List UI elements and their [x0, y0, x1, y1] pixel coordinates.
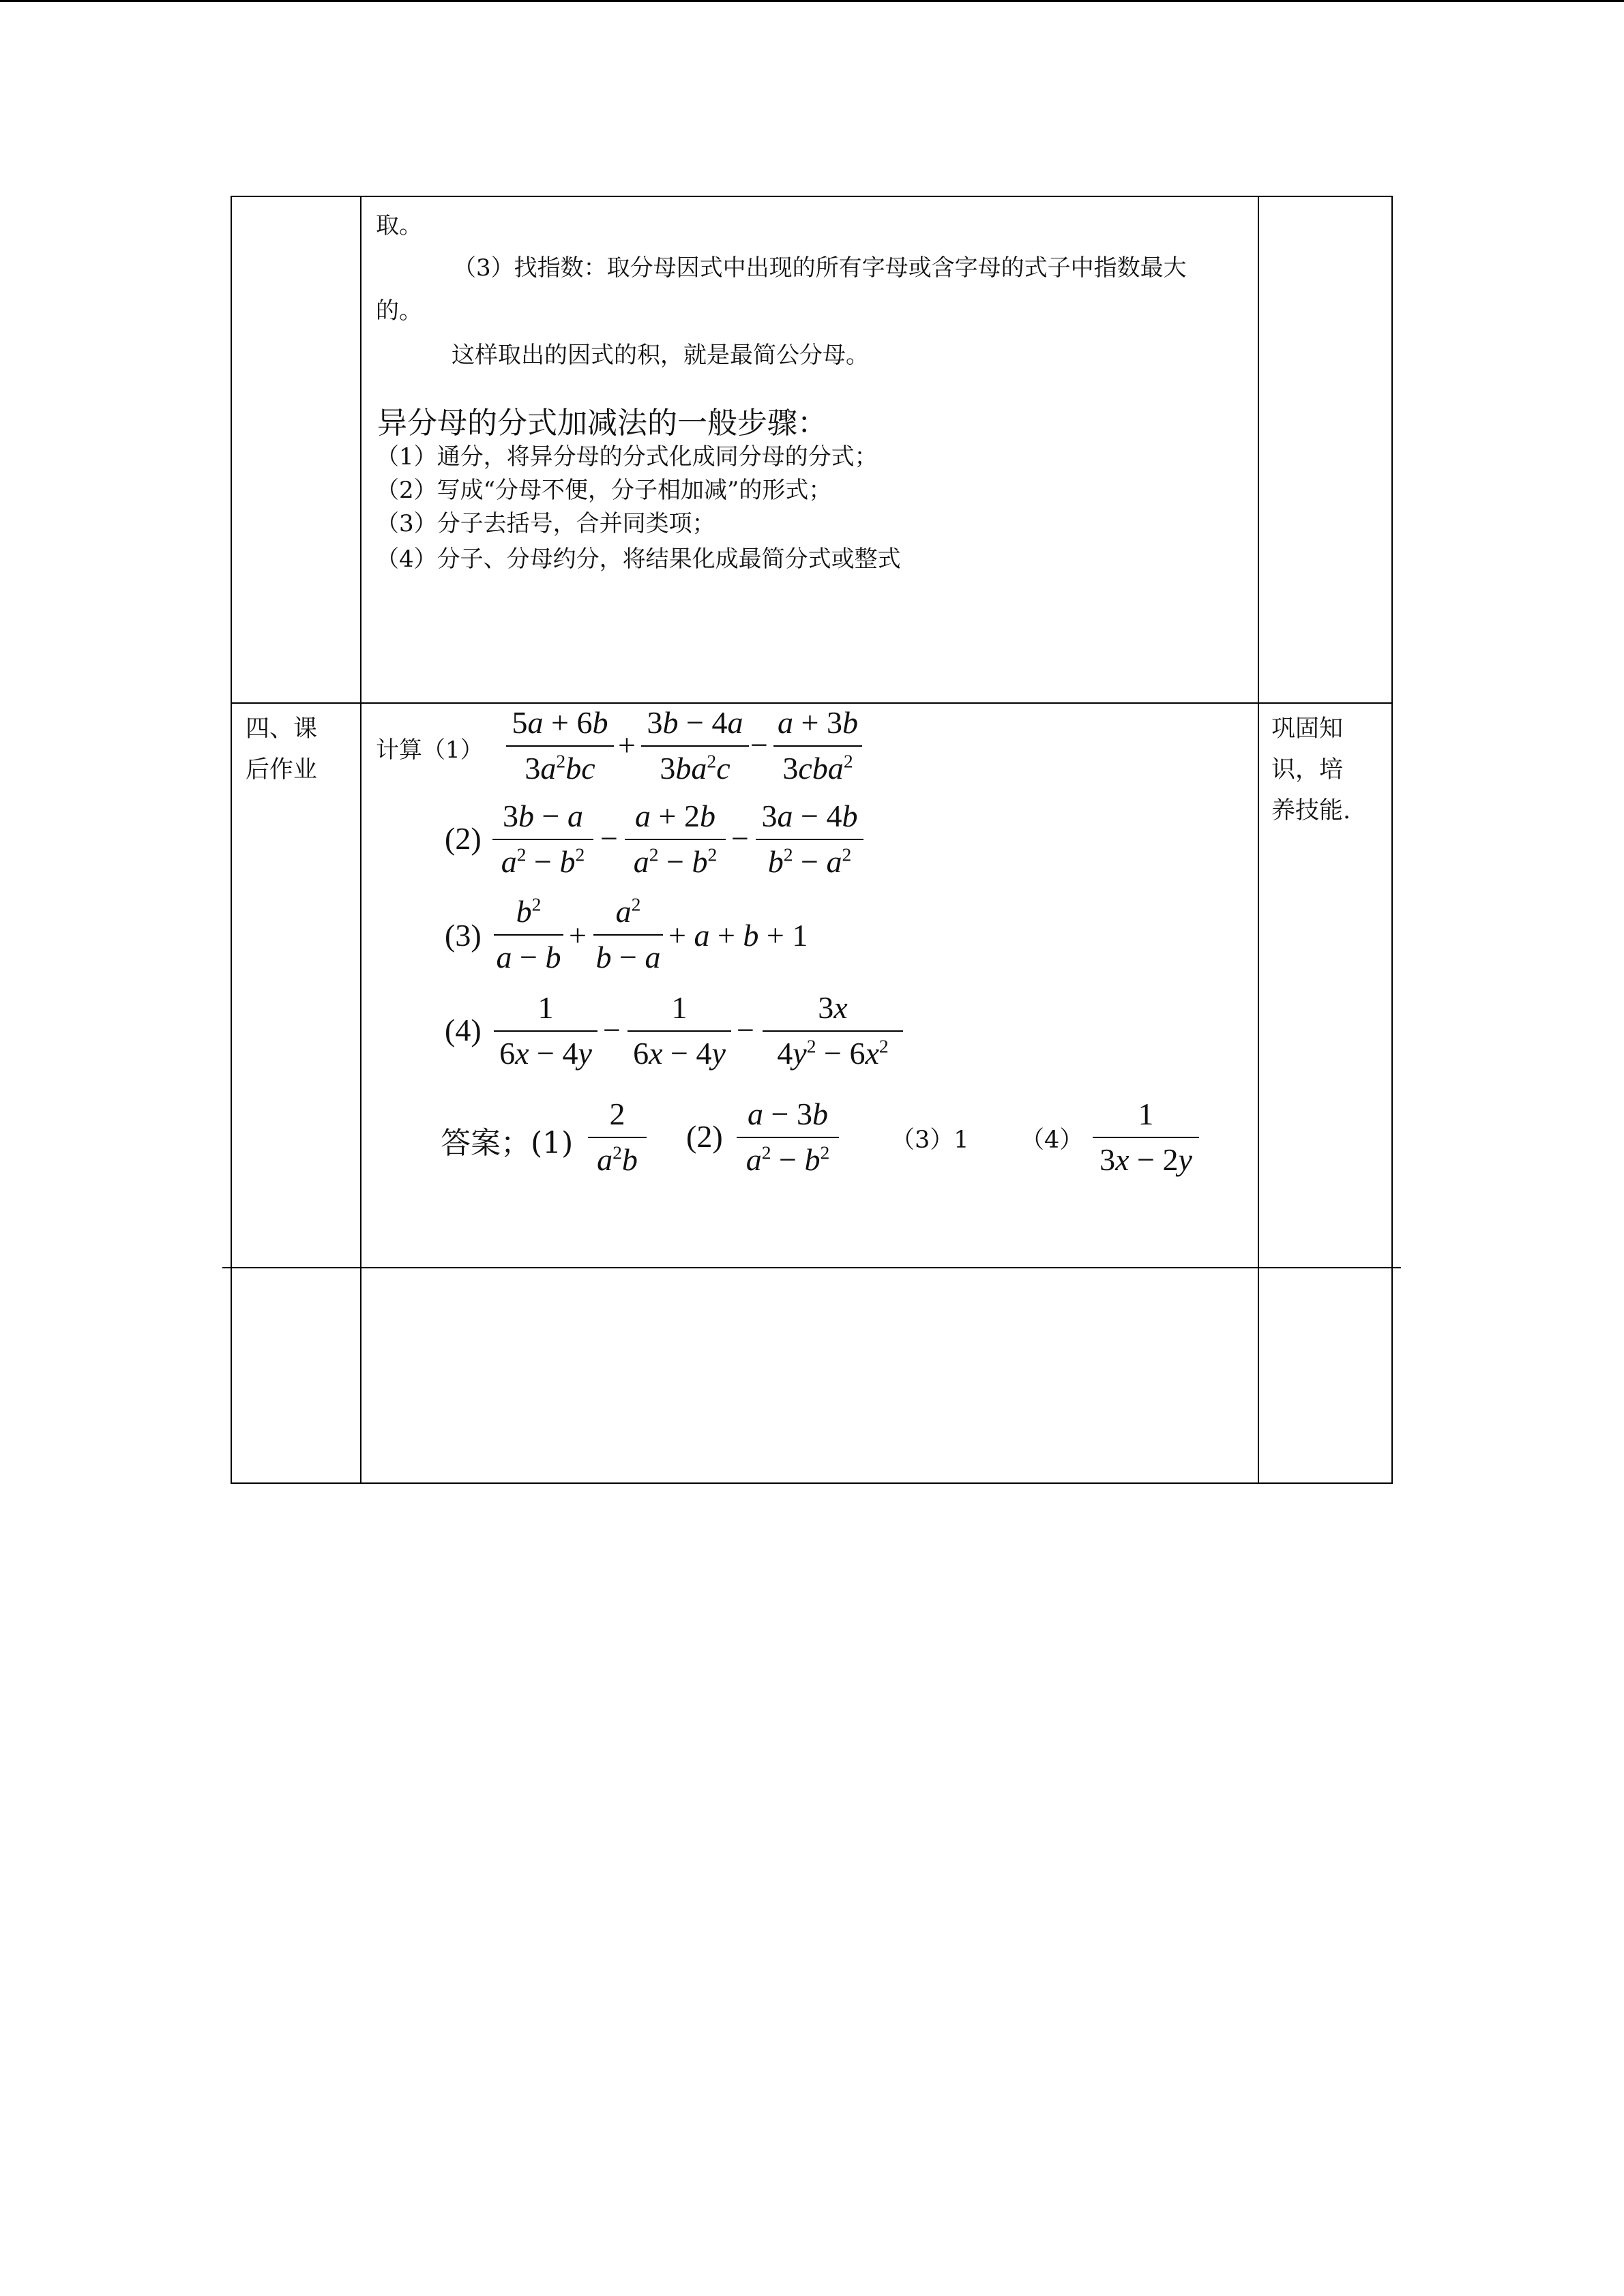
ex1-fraction-1: 5a + 6b $3a^2bc$ — [506, 705, 614, 787]
section-label-line-2: 后作业 — [246, 756, 318, 784]
ex1-fraction-2: 3b − 4a $3ba^2c$ — [641, 705, 749, 787]
ex1-minus: − — [750, 728, 768, 762]
ex3-fraction-2: $a^2$ b − a — [593, 894, 663, 976]
text-line-4: 这样取出的因式的积，就是最简公分母。 — [452, 342, 869, 369]
ex1-plus: + — [618, 728, 636, 762]
text-line-2: （3）找指数：取分母因式中出现的所有字母或含字母的式子中指数最大 — [453, 254, 1187, 282]
ex2-label: (2) — [445, 821, 482, 856]
step-1: （1）通分，将异分母的分式化成同分母的分式； — [376, 443, 878, 471]
ex2-minus-1: − — [600, 821, 618, 856]
text-line-1: 取。 — [376, 212, 422, 239]
ex3-tail: + a + b + 1 — [668, 918, 808, 953]
steps-heading: 异分母的分式加减法的一般步骤： — [377, 406, 827, 441]
column-divider-1 — [360, 197, 361, 1482]
answer-2-fraction: a − 3b $a^2 - b^2$ — [737, 1097, 839, 1178]
ex4-fraction-1: 1 6x − 4y — [494, 990, 597, 1072]
ex3-plus: + — [569, 918, 587, 953]
ex3-label: (3) — [445, 918, 482, 953]
section-label-line-1: 四、课 — [246, 715, 318, 743]
exercise-intro: 计算（1） — [376, 736, 484, 764]
ex2-fraction-1: 3b − a $a^2 - b^2$ — [492, 799, 593, 880]
row-divider-2 — [222, 1267, 1401, 1268]
answer-3: （3）1 — [891, 1127, 969, 1154]
ex4-minus-2: − — [737, 1013, 754, 1047]
page-top-border — [0, 0, 1624, 2]
answer-1-fraction: 2 $a^2b$ — [588, 1097, 647, 1178]
answer-4-label: （4） — [1020, 1127, 1084, 1154]
ex1-fraction-3: a + 3b 3cba$^2$ — [773, 705, 862, 787]
step-4: （4）分子、分母约分，将结果化成最简分式或整式 — [376, 546, 901, 573]
goal-line-2: 识，培 — [1271, 756, 1344, 784]
answer-2-label: (2) — [686, 1119, 723, 1154]
answer-4-fraction: 1 3x − 2y — [1093, 1097, 1199, 1178]
goal-line-3: 养技能. — [1271, 797, 1351, 824]
ex4-fraction-3: 3x $4y^2 - 6x^2$ — [763, 990, 903, 1072]
row-divider-1 — [232, 702, 1391, 704]
ex2-fraction-3: 3a − 4b $b^2 - a^2$ — [756, 799, 863, 880]
ex4-fraction-2: 1 6x − 4y — [628, 990, 731, 1072]
ex4-minus-1: − — [603, 1013, 621, 1047]
answer-label: 答案；(1) — [441, 1126, 574, 1161]
goal-line-1: 巩固知 — [1271, 715, 1344, 743]
step-2: （2）写成“分母不便，分子相加减”的形式； — [376, 477, 832, 504]
ex2-fraction-2: a + 2b $a^2 - b^2$ — [625, 799, 726, 880]
text-line-3: 的。 — [376, 297, 422, 325]
ex2-minus-2: − — [731, 821, 749, 856]
ex4-label: (4) — [445, 1013, 482, 1047]
column-divider-2 — [1258, 197, 1259, 1482]
step-3: （3）分子去括号，合并同类项； — [376, 510, 715, 537]
ex3-fraction-1: $b^2$ a − b — [494, 894, 563, 976]
